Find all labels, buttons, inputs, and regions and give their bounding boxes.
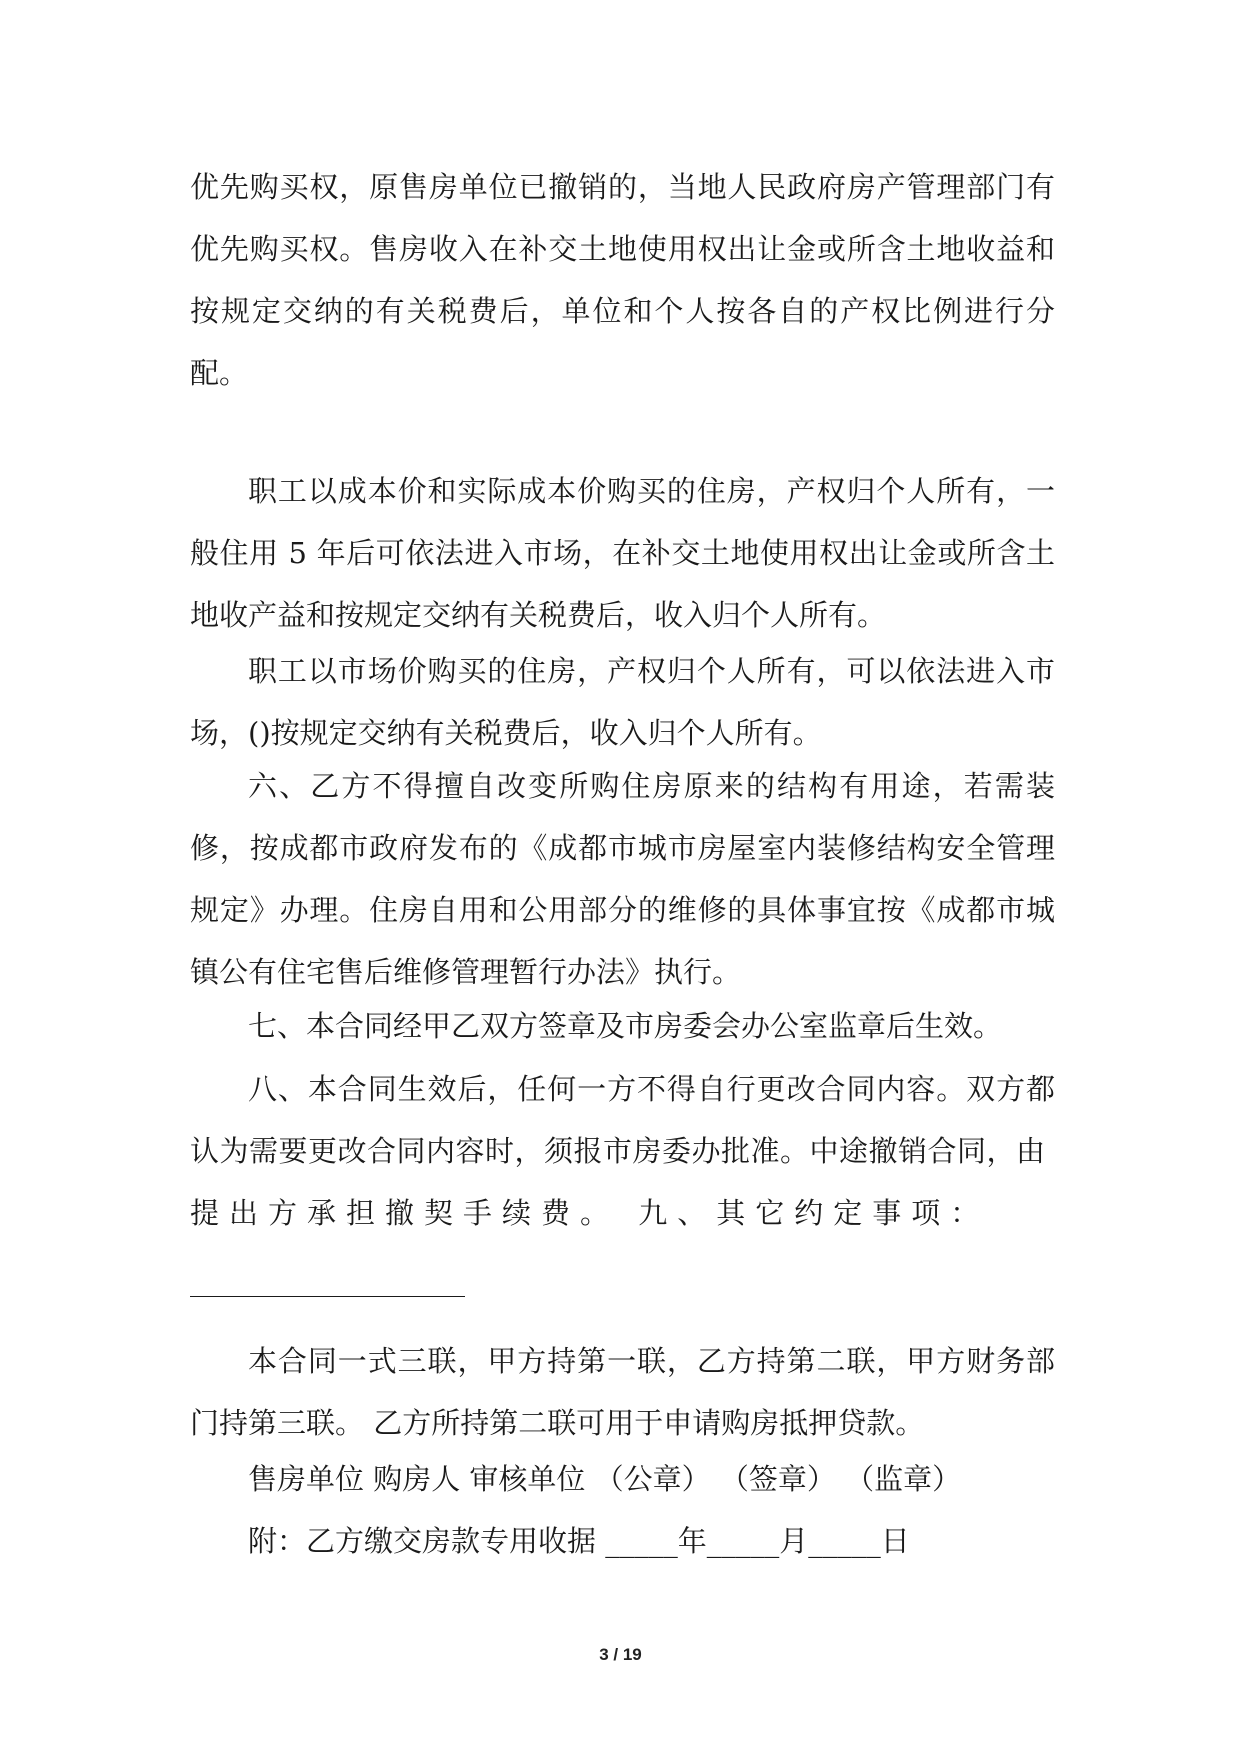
- paragraph-clause-seven: 七、本合同经甲乙双方签章及市房委会办公室监章后生效。: [248, 1009, 1003, 1043]
- blank-fill-line: [190, 1296, 465, 1297]
- paragraph-clause-eight: [190, 1058, 1055, 1244]
- receipt-date-line: 附：乙方缴交房款专用收据 _____年_____月_____日: [248, 1524, 910, 1558]
- page-number: 3 / 19: [599, 1645, 642, 1664]
- clause-eight-nine-text: 由提出方承担撤契手续费。 九、其它约定事项：: [190, 1134, 1055, 1230]
- paragraph-copies: 本合同一式三联，甲方持第一联，乙方持第二联，甲方财务部门持第三联。 乙方所持第二联可用于申请购房抵押贷款。: [190, 1344, 1055, 1440]
- paragraph-cost-price-housing: 职工以成本价和实际成本价购买的住房，产权归个人所有，一般住用 5 年后可依法进入市场，在补交土地使用权出让金或所含土地收产益和按规定交纳有关税费后，收入归个人所有。: [190, 474, 1055, 632]
- paragraph-market-price-housing: 职工以市场价购买的住房，产权归个人所有，可以依法进入市场，()按规定交纳有关税费后，收入归个人所有。: [190, 654, 1055, 750]
- clause-eight-text: 八、本合同生效后，任何一方不得自行更改合同内容。双方都认为需要更改合同内容时，须报市房委办批准。中途撤销合同，: [190, 1072, 1055, 1168]
- signature-labels: 售房单位 购房人 审核单位 （公章） （签章） （监章）: [248, 1462, 962, 1496]
- paragraph-clause-six: 六、乙方不得擅自改变所购住房原来的结构有用途，若需装修，按成都市政府发布的《成都市城市房屋室内装修结构安全管理规定》办理。住房自用和公用部分的维修的具体事宜按《成都市城镇公有住宅售后维修管理暂行办法》执行。: [190, 769, 1055, 989]
- paragraph-priority-purchase: 优先购买权，原售房单位已撤销的，当地人民政府房产管理部门有优先购买权。售房收入在补交土地使用权出让金或所含土地收益和按规定交纳的有关税费后，单位和个人按各自的产权比例进行分配。: [190, 170, 1055, 390]
